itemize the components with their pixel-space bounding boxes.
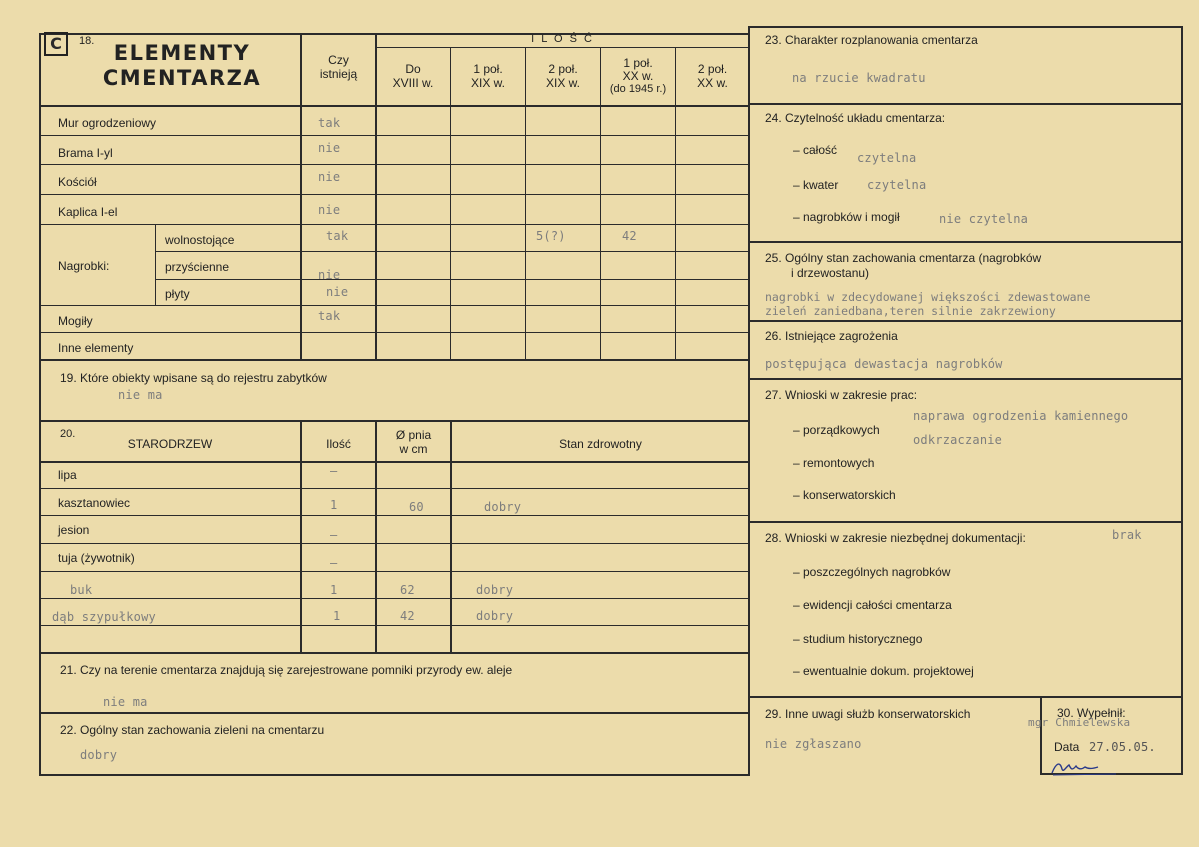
tree-diameter: 60	[409, 500, 424, 514]
tree-name: dąb szypułkowy	[52, 610, 156, 624]
grid-line	[376, 47, 749, 48]
element-label: Inne elementy	[58, 341, 134, 355]
grid-line	[155, 251, 749, 252]
element-label: Mur ogrodzeniowy	[58, 116, 157, 130]
s28-item: – poszczególnych nagrobków	[793, 565, 951, 579]
s24-item-value: czytelna	[857, 151, 917, 165]
grid-line	[40, 332, 749, 333]
quantity-value: 42	[622, 229, 637, 243]
s30-date: 27.05.05.	[1089, 740, 1156, 754]
s20-header-name: STARODRZEW	[127, 437, 213, 451]
s30-label: 30. Wypełnił:	[1057, 706, 1126, 720]
grid-line	[40, 194, 749, 195]
tree-health: dobry	[476, 583, 514, 597]
grid-line	[375, 422, 377, 653]
grid-line	[40, 224, 749, 225]
exists-value: tak	[318, 116, 341, 130]
s27-item: – remontowych	[793, 456, 875, 470]
s25-value: zieleń zaniedbana,teren silnie zakrzewiony	[765, 304, 1056, 318]
grid-line	[750, 378, 1183, 380]
s22-label: 22. Ogólny stan zachowania zieleni na cmentarzu	[60, 723, 325, 737]
s27-item: – porządkowych	[793, 423, 880, 437]
header-text: 1 poł.	[473, 62, 503, 76]
exists-value: nie	[318, 203, 341, 217]
frame-line	[39, 33, 41, 775]
tree-count: 1	[330, 583, 338, 597]
signature-icon	[1050, 757, 1120, 777]
tree-name: lipa	[58, 468, 77, 482]
tree-name: tuja (żywotnik)	[58, 551, 135, 565]
grid-line	[750, 696, 1183, 698]
s24-item-label: – nagrobków i mogił	[793, 210, 900, 224]
s28-label: 28. Wnioski w zakresie niezbędnej dokumentacji:	[765, 531, 1026, 545]
grid-line	[750, 103, 1183, 105]
grid-line	[40, 598, 749, 599]
s24-item-label: – całość	[793, 143, 838, 157]
grid-line	[40, 359, 749, 361]
frame-line	[750, 26, 1183, 28]
frame-line	[39, 774, 750, 776]
s25-value: nagrobki w zdecydowanej większości zdewastowane	[765, 290, 1091, 304]
period-header	[376, 62, 450, 90]
header-text: XX w.	[697, 76, 728, 90]
grid-line	[300, 33, 302, 360]
grid-line	[40, 625, 749, 626]
header-text: w cm	[399, 442, 428, 456]
s29-label: 29. Inne uwagi służb konserwatorskich	[765, 707, 971, 721]
header-text: Czy	[328, 53, 349, 67]
grid-line	[40, 712, 749, 714]
grid-line	[40, 571, 749, 572]
section-number: 18.	[79, 35, 95, 47]
s22-value: dobry	[80, 748, 118, 762]
s30-date-label: Data	[1054, 740, 1080, 754]
header-text: 1 poł.	[623, 56, 653, 70]
period-header	[451, 62, 525, 90]
s28-item: – studium historycznego	[793, 632, 923, 646]
tree-name: jesion	[58, 523, 90, 537]
s27-label: 27. Wnioski w zakresie prac:	[765, 388, 918, 402]
tree-name: kasztanowiec	[58, 496, 131, 510]
s26-label: 26. Istniejące zagrożenia	[765, 329, 898, 343]
s30-name: mgr Chmielewska	[1028, 716, 1131, 729]
period-header	[676, 62, 749, 90]
grid-line	[450, 422, 452, 653]
exists-value: nie	[318, 141, 341, 155]
s25-label: i drzewostanu)	[791, 266, 870, 280]
s24-item-value: czytelna	[867, 178, 927, 192]
grid-line	[40, 461, 749, 463]
tree-name: buk	[70, 583, 93, 597]
element-label: Kościół	[58, 175, 97, 189]
header-text: XVIII w.	[392, 76, 434, 90]
s24-item-label: – kwater	[793, 178, 839, 192]
title-line: ELEMENTY	[113, 41, 251, 65]
grid-line	[750, 241, 1183, 243]
exists-value: nie	[326, 285, 349, 299]
grid-line	[40, 515, 749, 516]
s19-label: 19. Które obiekty wpisane są do rejestru zabytków	[60, 371, 327, 385]
s23-label: 23. Charakter rozplanowania cmentarza	[765, 33, 978, 47]
grid-line	[750, 521, 1183, 523]
s25-label: 25. Ogólny stan zachowania cmentarza (nagrobków	[765, 251, 1042, 265]
frame-line	[1181, 26, 1183, 774]
section-title	[82, 41, 282, 91]
grid-line	[40, 488, 749, 489]
exists-value: nie	[318, 170, 341, 184]
exists-value: tak	[326, 229, 349, 243]
header-text: (do 1945 r.)	[609, 83, 667, 95]
grid-line	[300, 422, 302, 653]
element-label: przyścienne	[165, 260, 230, 274]
period-header	[601, 57, 675, 96]
header-text: XIX w.	[545, 76, 580, 90]
s20-header-pien	[377, 428, 450, 456]
grid-line	[525, 48, 526, 360]
s28-item: – ewentualnie dokum. projektowej	[793, 664, 974, 678]
tree-diameter: 42	[400, 609, 415, 623]
grid-line	[40, 164, 749, 165]
grid-line	[40, 652, 749, 654]
s28-value: brak	[1112, 528, 1142, 542]
tree-count: 1	[330, 498, 338, 512]
grid-line	[40, 305, 749, 306]
header-text: Ø pnia	[395, 428, 432, 442]
s28-item: – ewidencji całości cmentarza	[793, 598, 952, 612]
header-text: istnieją	[319, 67, 358, 81]
tree-health: dobry	[484, 500, 522, 514]
grid-line	[450, 48, 451, 360]
grid-line	[675, 48, 676, 360]
tree-count: –	[330, 556, 338, 570]
frame-line	[748, 26, 750, 776]
s29-value: nie zgłaszano	[765, 737, 862, 751]
s20-header-ilosc: Ilość	[326, 437, 351, 451]
grid-line	[40, 420, 749, 422]
s27-item: – konserwatorskich	[793, 488, 896, 502]
exists-value: tak	[318, 309, 341, 323]
s19-value: nie ma	[118, 388, 163, 402]
s24-label: 24. Czytelność układu cmentarza:	[765, 111, 946, 125]
quantity-value: 5(?)	[536, 229, 566, 243]
s26-value: postępująca dewastacja nagrobków	[765, 357, 1003, 371]
s27-value: odkrzaczanie	[913, 433, 1003, 447]
ilosc-header: I L O Ś Ć	[531, 33, 594, 45]
tree-count: –	[330, 528, 338, 542]
tree-count: 1	[333, 609, 341, 623]
s20-number: 20.	[60, 428, 76, 440]
s20-header-stan: Stan zdrowotny	[559, 437, 642, 451]
header-text: XX w.	[622, 69, 654, 83]
element-label: Kaplica I-el	[58, 205, 118, 219]
tree-health: dobry	[476, 609, 514, 623]
header-text: Do	[405, 62, 421, 76]
element-label: Brama I-yl	[58, 146, 113, 160]
element-label: wolnostojące	[165, 233, 235, 247]
nagrobki-label: Nagrobki:	[58, 259, 110, 273]
title-line: CMENTARZA	[102, 66, 262, 90]
s23-value: na rzucie kwadratu	[792, 71, 926, 85]
tree-diameter: 62	[400, 583, 415, 597]
s27-value: naprawa ogrodzenia kamiennego	[913, 409, 1129, 423]
s21-value: nie ma	[103, 695, 148, 709]
czy-istnieja-header	[302, 53, 375, 81]
period-header	[526, 62, 600, 90]
header-text: 2 poł.	[697, 62, 728, 76]
grid-line	[40, 135, 749, 136]
grid-line	[40, 105, 749, 107]
s21-label: 21. Czy na terenie cmentarza znajdują się zarejestrowane pomniki przyrody ew. aleje	[60, 663, 513, 677]
exists-value: nie	[318, 268, 341, 282]
grid-line	[155, 279, 749, 280]
grid-line	[1040, 698, 1042, 775]
grid-line	[155, 224, 156, 306]
grid-line	[40, 543, 749, 544]
element-label: płyty	[165, 287, 190, 301]
section-letter-box: C	[44, 32, 68, 56]
header-text: XIX w.	[470, 76, 505, 90]
header-text: 2 poł.	[548, 62, 578, 76]
tree-count: –	[330, 464, 338, 478]
s24-item-value: nie czytelna	[939, 212, 1029, 226]
grid-line	[750, 320, 1183, 322]
element-label: Mogiły	[58, 314, 93, 328]
